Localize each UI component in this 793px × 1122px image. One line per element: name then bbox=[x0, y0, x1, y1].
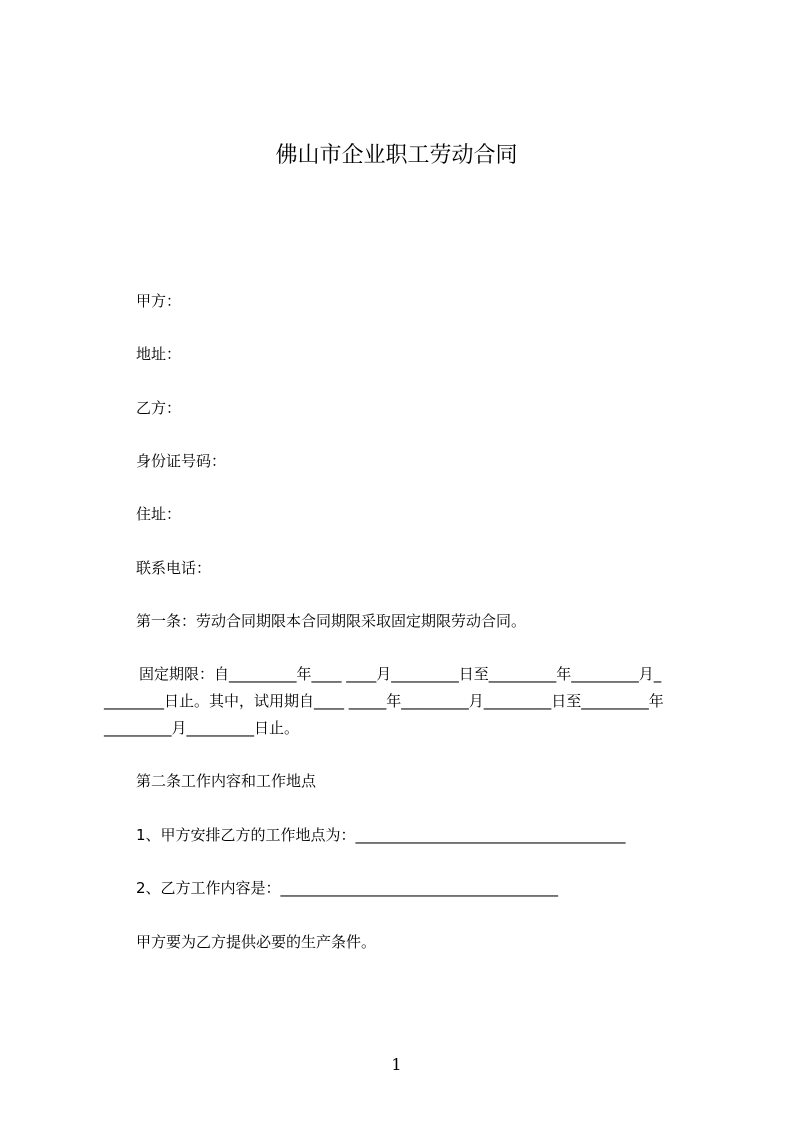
party-b-field: 乙方： bbox=[136, 399, 182, 417]
fixed-term-line-2: ________日止。其中，试用期自____ _____年_________月_________日至_________年 bbox=[104, 692, 664, 710]
page-title: 佛山市企业职工劳动合同 bbox=[275, 143, 518, 168]
residence-field: 住址： bbox=[136, 505, 182, 523]
page-number: 1 bbox=[391, 1055, 402, 1074]
work-content-item: 2、乙方工作内容是：_____________________________________ bbox=[136, 879, 559, 897]
fixed-term-line-3: _________月_________日止。 bbox=[104, 719, 300, 737]
fixed-term-line-1: 固定期限：自_________年____ ____月_________日至_________年_________月_ bbox=[139, 665, 662, 683]
article-1-heading: 第一条：劳动合同期限本合同期限采取固定期限劳动合同。 bbox=[136, 612, 527, 630]
article-2-heading: 第二条工作内容和工作地点 bbox=[136, 772, 317, 790]
production-conditions-provision: 甲方要为乙方提供必要的生产条件。 bbox=[136, 933, 377, 951]
address-field: 地址： bbox=[136, 345, 182, 363]
id-number-field: 身份证号码： bbox=[136, 452, 227, 470]
party-a-field: 甲方： bbox=[136, 292, 182, 310]
work-location-item: 1、甲方安排乙方的工作地点为：____________________________________ bbox=[136, 826, 626, 844]
phone-field: 联系电话： bbox=[136, 559, 212, 577]
